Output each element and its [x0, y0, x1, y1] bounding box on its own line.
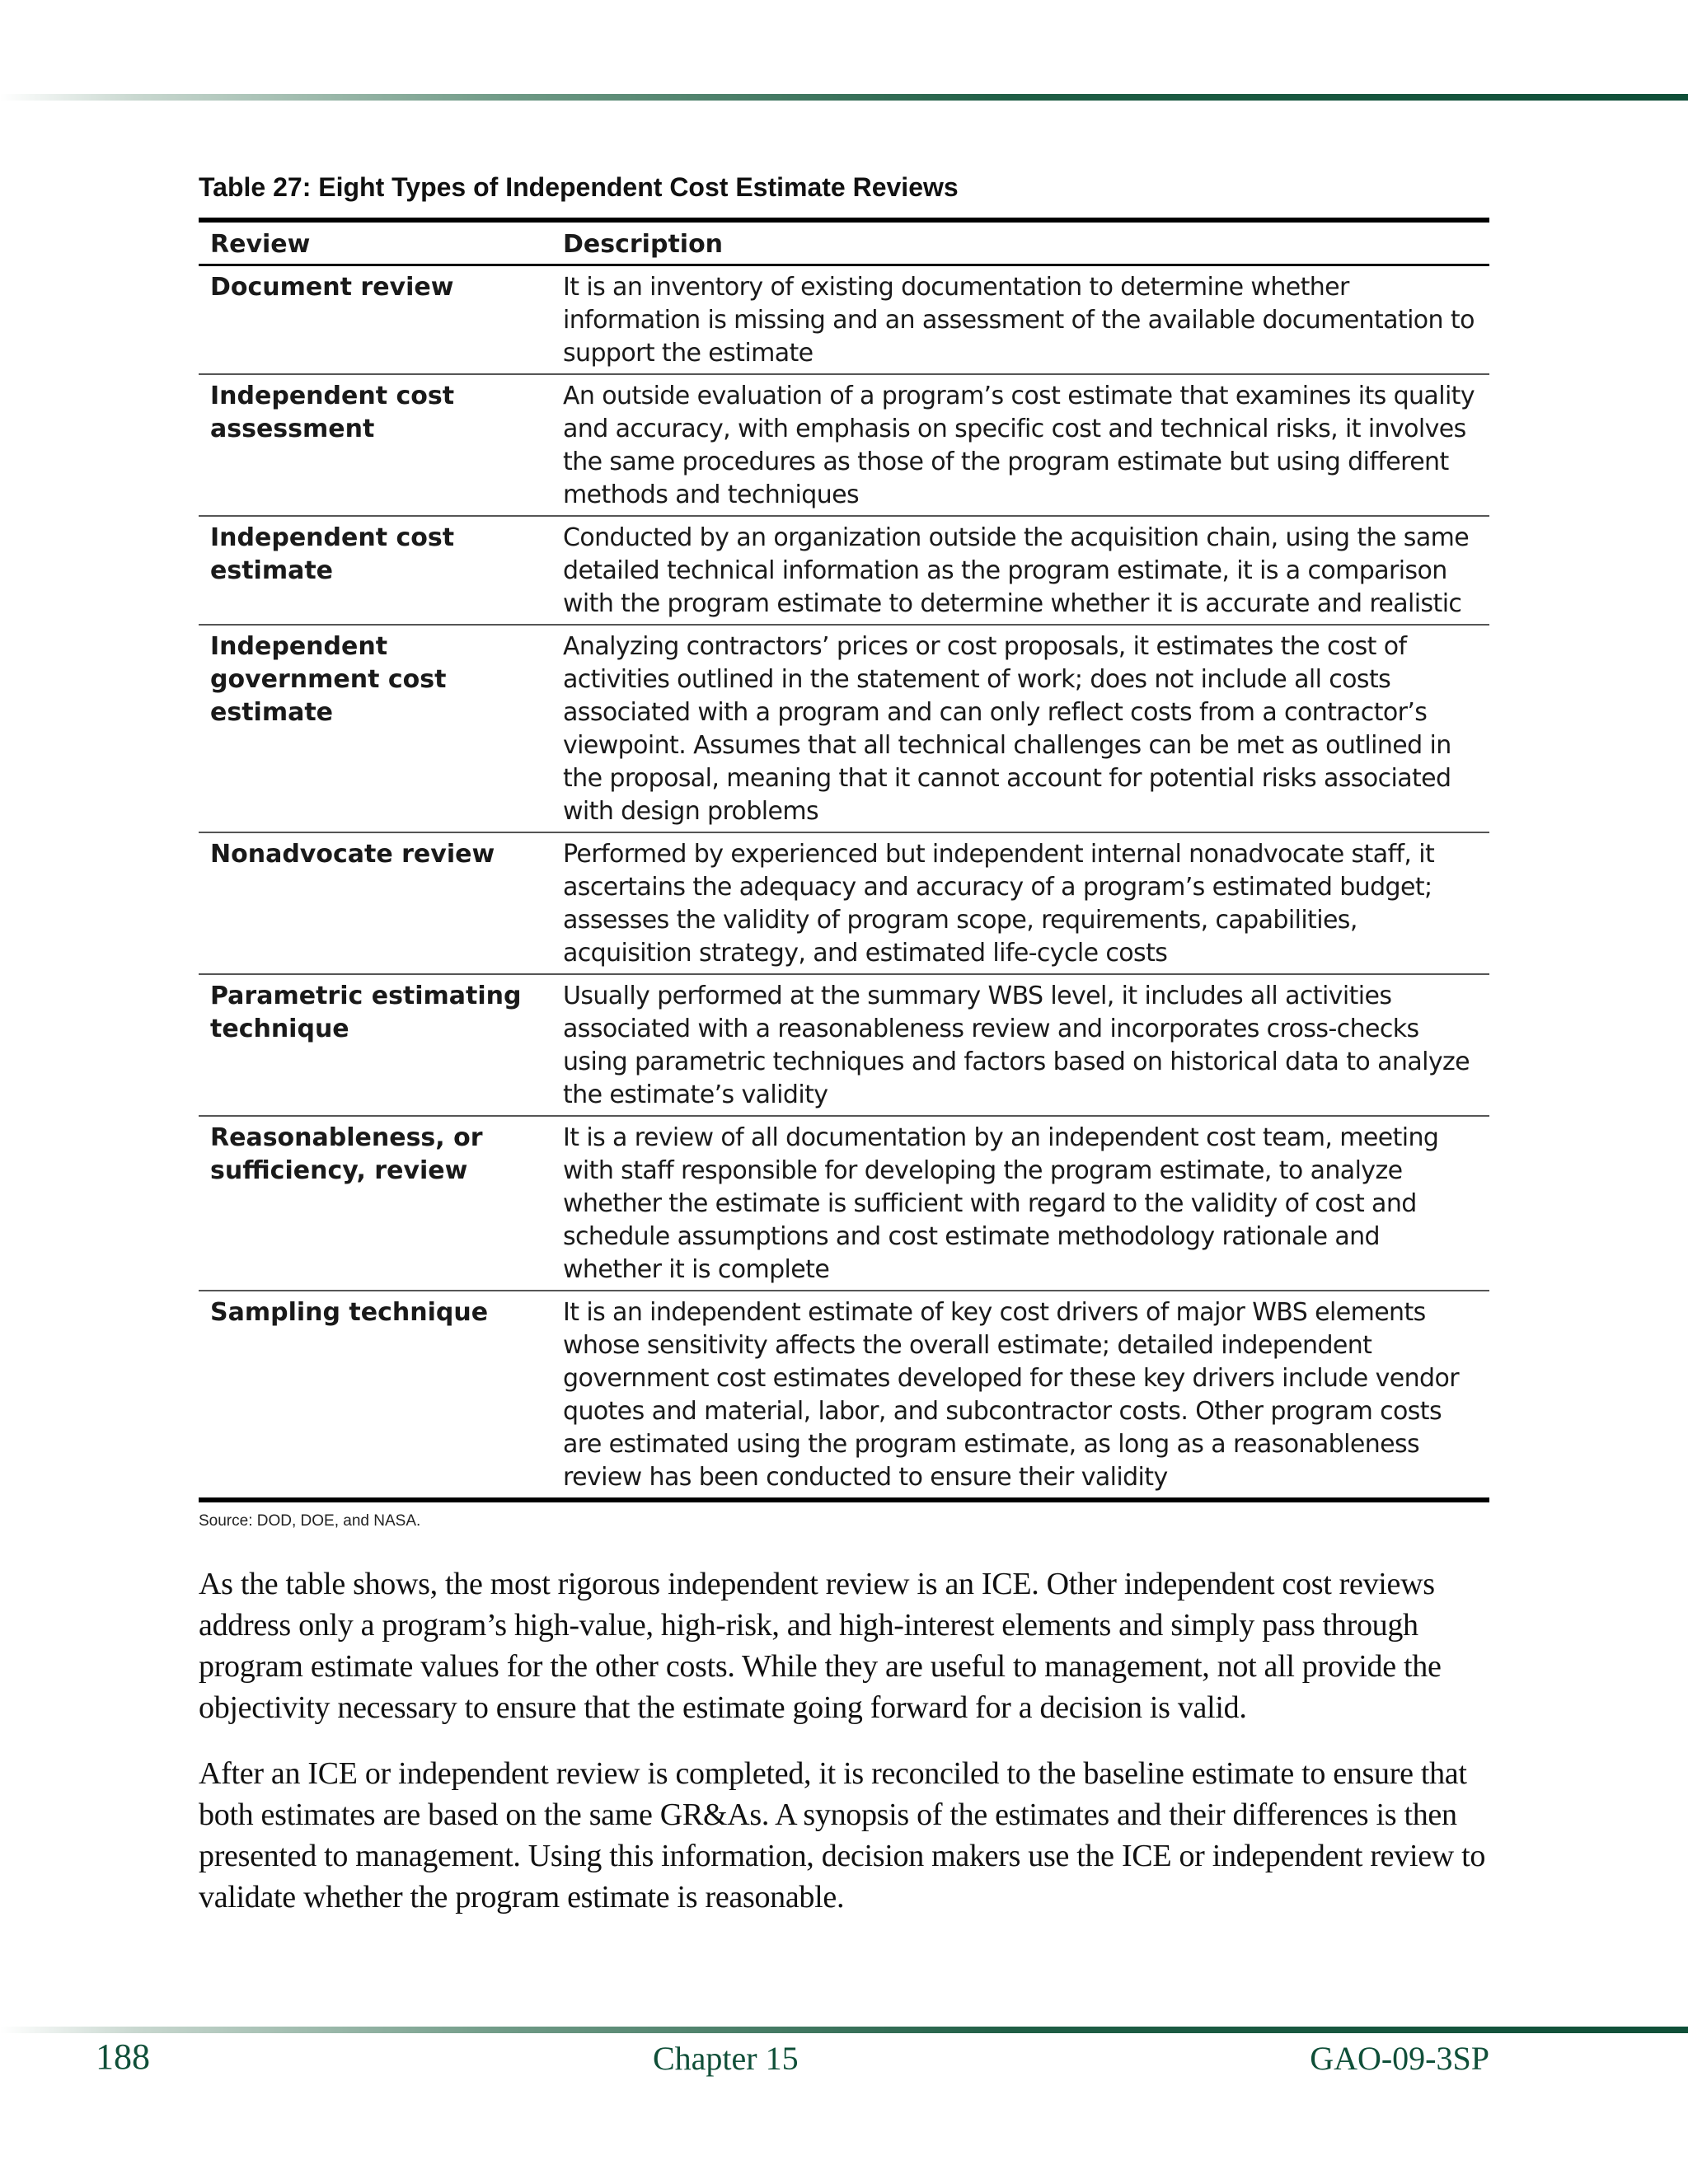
- review-description-cell: It is an independent estimate of key cost drivers of major WBS elements whose sensitivity affects the overall estimate; detailed independent government cost estimates developed for these key drivers include vendor quotes and material, labor, and subcontractor costs. Other program costs are estimated using the program estimate, as long as a reasonableness review has been conducted to ensure their validity: [551, 1291, 1489, 1500]
- review-name-cell: Nonadvocate review: [199, 832, 551, 974]
- review-name-cell: Independent cost estimate: [199, 516, 551, 625]
- table-row: [199, 374, 1489, 516]
- review-description-cell: It is an inventory of existing documentation to determine whether information is missing and an assessment of the available documentation to support the estimate: [563, 273, 1475, 368]
- page-number: 188: [96, 2036, 150, 2077]
- page-footer: [0, 2036, 1688, 2085]
- review-description-cell: It is a review of all documentation by an independent cost team, meeting with staff responsible for developing the program estimate, to analyze whether the estimate is sufficient with regard to the validity of cost and schedule assumptions and cost estimate methodology rationale and whether it is complete: [551, 1116, 1489, 1291]
- review-description-cell: Analyzing contractors’ prices or cost proposals, it estimates the cost of activities outlined in the statement of work; does not include all costs associated with a program and can only reflect costs from a contractor’s viewpoint. Assumes that all technical challenges can be met as outlined in the proposal, meaning that it cannot account for potential risks associated with design problems: [551, 625, 1489, 832]
- review-name-cell: Independent cost assessment: [199, 374, 551, 516]
- table-row: [199, 832, 1489, 974]
- review-name-cell: Parametric estimating technique: [199, 974, 551, 1116]
- column-header-review: Review: [199, 220, 551, 265]
- review-name-cell: Sampling technique: [199, 1291, 551, 1500]
- header-rule: [0, 94, 1688, 101]
- review-name-cell: Independent government cost estimate: [199, 625, 551, 832]
- table-row: [199, 1116, 1489, 1291]
- table-row: [199, 516, 1489, 625]
- footer-rule: [0, 2027, 1688, 2033]
- report-id: GAO-09-3SP: [1310, 2040, 1489, 2077]
- column-header-description: Description: [551, 220, 1489, 265]
- table-caption: Table 27: Eight Types of Independent Cost Estimate Reviews: [199, 172, 959, 202]
- review-description-cell: An outside evaluation of a program’s cost estimate that examines its quality and accuracy, with emphasis on specific cost and technical risks, it involves the same procedures as those of the program estimate but using different methods and techniques: [551, 374, 1489, 516]
- chapter-label: Chapter 15: [653, 2040, 799, 2077]
- table-source-note: Source: DOD, DOE, and NASA.: [199, 1512, 421, 1530]
- review-types-table: [199, 218, 1489, 1502]
- table-row: [199, 1291, 1489, 1500]
- review-description-cell: Conducted by an organization outside the acquisition chain, using the same detailed technical information as the program estimate, it is a comparison with the program estimate to determine whether it is accurate and realistic: [551, 516, 1489, 625]
- table-row: [199, 265, 1489, 375]
- page-content: [199, 165, 1489, 1918]
- review-name-cell: Reasonableness, or sufficiency, review: [199, 1116, 551, 1291]
- body-paragraph: After an ICE or independent review is completed, it is reconciled to the baseline estimate to ensure that both estimates are based on the same GR&As. A synopsis of the estimates and their differences is then presented to management. Using this information, decision makers use the ICE or independent review to validate whether the program estimate is reasonable.: [199, 1756, 1486, 1915]
- body-paragraph: As the table shows, the most rigorous independent review is an ICE. Other independent cost reviews address only a program’s high-value, high-risk, and high-interest elements and simply pass through program estimate values for the other costs. While they are useful to management, not all provide the objectivity necessary to ensure that the estimate going forward for a decision is valid.: [199, 1567, 1442, 1725]
- review-name-cell: Document review: [210, 273, 454, 302]
- table-row: [199, 625, 1489, 832]
- table-header-row: [199, 220, 1489, 265]
- review-description-cell: Performed by experienced but independent internal nonadvocate staff, it ascertains the adequacy and accuracy of a program’s estimated budget; assesses the validity of program scope, requirements, capabilities, acquisition strategy, and estimated life-cycle costs: [551, 832, 1489, 974]
- review-description-cell: Usually performed at the summary WBS level, it includes all activities associated with a reasonableness review and incorporates cross-checks using parametric techniques and factors based on historical data to analyze the estimate’s validity: [551, 974, 1489, 1116]
- table-row: [199, 974, 1489, 1116]
